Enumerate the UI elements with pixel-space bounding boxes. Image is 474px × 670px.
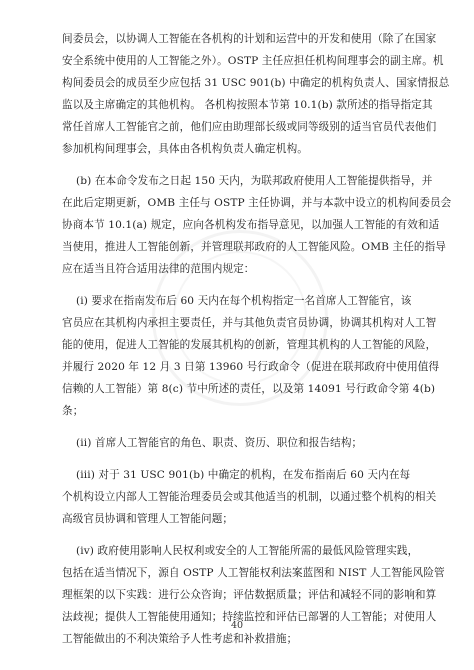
text-line: 法歧视；提供人工智能使用通知；持续监控和评估已部署的人工智能；对使用人 [62, 611, 437, 623]
text-line: 应在适当且符合适用法律的范围内规定： [62, 263, 255, 275]
paragraph-item-i [62, 290, 440, 422]
text-line: 间委员会，以协调人工智能在各机构的计划和运营中的开发和使用（除了在国家 [62, 33, 437, 45]
text-line: 理框架的以下实践：进行公众咨询；评估数据质量；评估和减轻不同的影响和算 [62, 589, 437, 601]
text-line: (iv) 政府使用影响人民权利或安全的人工智能所需的最低风险管理实践， [76, 545, 419, 557]
text-line: 并履行 2020 年 12 月 3 日第 13960 号行政命令（促进在联邦政府中使用值得 [62, 361, 440, 373]
text-line: (b) 在本命令发布之日起 150 天内，为联邦政府使用人工智能提供指导，并 [76, 175, 433, 187]
text-line: 条； [62, 405, 84, 417]
text-line: 在此后定期更新，OMB 主任与 OSTP 主任协调，并与本款中设立的机构间委员会 [62, 197, 452, 209]
text-line: 高级官员协调和管理人工智能问题； [62, 513, 234, 525]
text-line: 信赖的人工智能）第 8(c) 节中所述的责任，以及第 14091 号行政命令第 4(b) [62, 383, 436, 395]
text-line: (ii) 首席人工智能官的角色、职责、资历、职位和报告结构； [76, 437, 363, 449]
text-line: (i) 要求在指南发布后 60 天内在每个机构指定一名首席人工智能官，该 [76, 295, 412, 307]
text-line: 包括在适当情况下，源自 OSTP 人工智能权利法案蓝图和 NIST 人工智能风险管 [62, 567, 445, 579]
paragraph-council-membership [62, 28, 450, 160]
text-line: 能的使用，促进人工智能的发展其机构的创新，管理其机构的人工智能的风险， [62, 339, 437, 351]
paragraph-item-iii [62, 464, 437, 530]
text-line: 常任首席人工智能官之前，他们应由助理部长级或同等级别的适当官员代表他们 [62, 121, 437, 133]
text-line: 个机构设立内部人工智能治理委员会或其他适当的机制，以通过整个机构的相关 [62, 491, 437, 503]
document-body [62, 28, 452, 660]
paragraph-item-ii [62, 432, 412, 454]
paragraph-item-iv [62, 540, 445, 650]
text-line: 监以及主席确定的其他机构。 各机构按照本节第 10.1(b) 款所述的指导指定其 [62, 99, 433, 111]
text-line: 工智能做出的不利决策给予人性考虑和补救措施； [62, 633, 298, 645]
paragraph-section-b [62, 170, 452, 280]
text-line: 参加机构间理事会，具体由各机构负责人确定机构。 [62, 143, 308, 155]
text-line: 官员应在其机构内承担主要责任，并与其他负责官员协调，协调其机构对人工智 [62, 317, 437, 329]
text-line: 安全系统中使用的人工智能之外）。OSTP 主任应担任机构间理事会的副主席。机 [62, 55, 444, 67]
text-line: (iii) 对于 31 USC 901(b) 中确定的机构，在发布指南后 60 天内在每 [76, 469, 411, 481]
page-number: 40 [230, 620, 244, 631]
text-line: 当使用，推进人工智能创新，并管理联邦政府的人工智能风险。OMB 主任的指导 [62, 241, 446, 253]
text-line: 协商本节 10.1(a) 规定，应向各机构发布指导意见，以加强人工智能的有效和适 [62, 219, 440, 231]
text-line: 构间委员会的成员至少应包括 31 USC 901(b) 中确定的机构负责人、国家情报总 [62, 77, 450, 89]
